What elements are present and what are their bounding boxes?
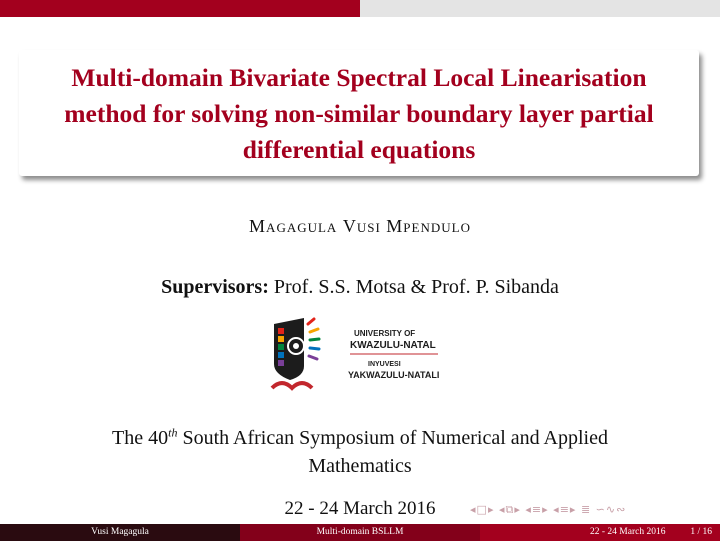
footer-date: 22 - 24 March 2016: [590, 527, 666, 537]
nav-next-doc-icon[interactable]: ▸: [569, 503, 577, 516]
nav-prev-section-icon[interactable]: ◂: [525, 503, 532, 516]
nav-doc-icon[interactable]: ≡: [559, 503, 570, 516]
title-line-3: differential equations: [242, 135, 476, 164]
nav-subsection-icon[interactable]: ⧉: [505, 503, 515, 516]
footer-title-box: [240, 524, 480, 541]
nav-next-subsection-icon[interactable]: ▸: [514, 503, 521, 516]
footer-bar: [0, 524, 720, 541]
nav-next-frame-icon[interactable]: ▸: [487, 503, 495, 516]
event-pre: The 40: [112, 427, 169, 449]
title-line-1: Multi-domain Bivariate Spectral Local Linearisation: [71, 63, 647, 92]
nav-next-section-icon[interactable]: ▸: [542, 503, 549, 516]
header-bar-remaining: [360, 0, 720, 17]
author-last: Mpendulo: [386, 216, 471, 236]
nav-align-icon[interactable]: ≣: [580, 503, 592, 516]
supervisors-line: [0, 276, 720, 299]
logo-wave-icon: [272, 383, 312, 388]
university-logo: [270, 316, 450, 394]
author-middle: Vusi: [342, 216, 381, 236]
author-first: Magagula: [249, 216, 338, 236]
supervisors-names: Prof. S.S. Motsa & Prof. P. Sibanda: [273, 276, 559, 298]
footer-date-box: [480, 524, 720, 541]
logo-text-line-3: INYUVESI: [368, 361, 401, 368]
nav-frame-icon[interactable]: □: [476, 503, 488, 516]
logo-text-line-1: UNIVERSITY OF: [354, 329, 416, 338]
footer-short-title: Multi-domain BSLLM: [316, 527, 404, 537]
nav-section-icon[interactable]: ≡: [531, 503, 543, 516]
presentation-date: 22 - 24 March 2016: [284, 498, 436, 519]
title-block: [19, 50, 699, 176]
nav-prev-subsection-icon[interactable]: ◂: [498, 503, 506, 516]
nav-prev-doc-icon[interactable]: ◂: [553, 503, 560, 516]
author-name: [0, 216, 720, 237]
header-bar-progress: [0, 0, 360, 17]
event-name: [0, 424, 720, 480]
nav-prev-frame-icon[interactable]: ◂: [470, 503, 477, 516]
nav-search-icon[interactable]: ∽∿∾: [595, 503, 627, 516]
event-line-2: Mathematics: [308, 455, 412, 477]
title-line-2: method for solving non-similar boundary layer partial: [64, 99, 654, 128]
event-sup: th: [168, 425, 178, 440]
logo-text-line-2: KWAZULU-NATAL: [350, 340, 436, 351]
footer-author-box: [0, 524, 240, 541]
footer-author: Vusi Magagula: [91, 527, 149, 537]
presentation-title: [19, 60, 699, 168]
logo-text-line-4: YAKWAZULU-NATALI: [348, 370, 440, 380]
footer-page-number: 1 / 16: [690, 527, 712, 537]
supervisors-label: Supervisors:: [161, 276, 269, 298]
header-bar: [0, 0, 720, 17]
event-post: South African Symposium of Numerical and Applied: [177, 427, 608, 449]
beamer-navigation[interactable]: [470, 503, 715, 519]
